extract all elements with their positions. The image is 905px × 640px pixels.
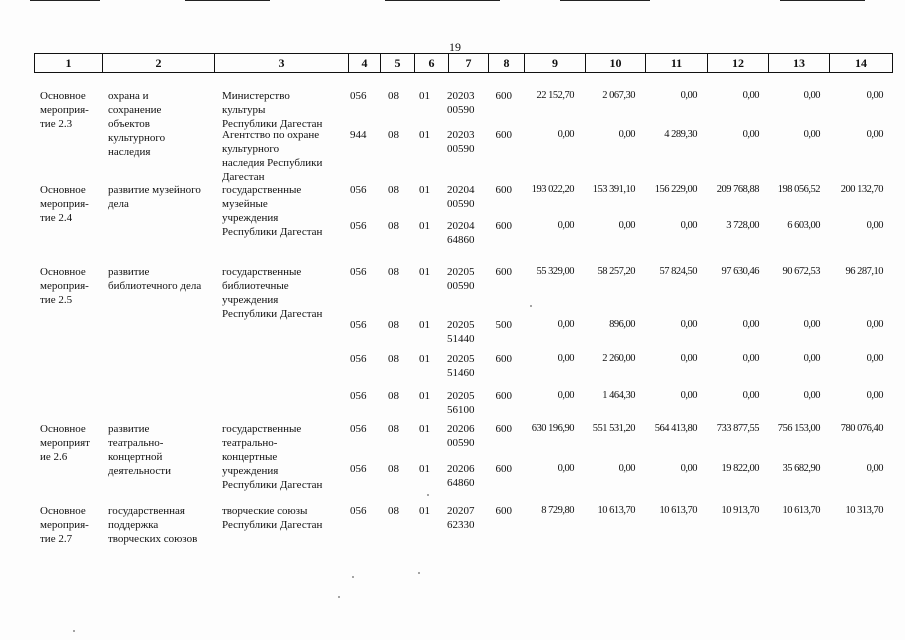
amount-value: 10 613,70	[659, 505, 697, 516]
column-header: 8	[489, 54, 525, 73]
pr-code: 01	[419, 353, 430, 365]
pr-code: 01	[419, 423, 430, 435]
rz-code: 08	[388, 319, 399, 331]
executor-name: государственные театрально- концертные учреждения Республики Дагестан	[222, 423, 323, 491]
column-header: 4	[349, 54, 381, 73]
column-header-table	[34, 53, 893, 73]
executor-name: творческие союзы Республики Дагестан	[222, 505, 323, 531]
top-rule	[30, 0, 100, 1]
gr-code: 056	[350, 423, 367, 435]
vr-code: 600	[495, 266, 512, 278]
csr-code: 20205 51460	[447, 353, 475, 379]
amount-value: 97 630,46	[721, 266, 759, 277]
amount-value: 10 313,70	[845, 505, 883, 516]
gr-code: 056	[350, 220, 367, 232]
amount-value: 1 464,30	[602, 390, 635, 401]
csr-code: 20203 00590	[447, 90, 475, 116]
csr-code: 20203 00590	[447, 129, 475, 155]
amount-value: 22 152,70	[536, 90, 574, 101]
amount-value: 0,00	[680, 353, 697, 364]
rz-code: 08	[388, 90, 399, 102]
vr-code: 600	[495, 220, 512, 232]
amount-value: 0,00	[557, 220, 574, 231]
amount-value: 0,00	[742, 319, 759, 330]
amount-value: 896,00	[609, 319, 635, 330]
amount-value: 0,00	[680, 319, 697, 330]
rz-code: 08	[388, 353, 399, 365]
gr-code: 944	[350, 129, 367, 141]
activity-code: Основное мероприя- тие 2.4	[40, 184, 89, 224]
column-header: 9	[525, 54, 586, 73]
amount-value: 0,00	[618, 129, 635, 140]
column-header: 6	[415, 54, 449, 73]
amount-value: 10 613,70	[597, 505, 635, 516]
activity-code: Основное мероприя- тие 2.5	[40, 266, 89, 306]
gr-code: 056	[350, 390, 367, 402]
column-header: 13	[769, 54, 830, 73]
rz-code: 08	[388, 463, 399, 475]
amount-value: 0,00	[742, 129, 759, 140]
amount-value: 630 196,90	[531, 423, 574, 434]
amount-value: 0,00	[803, 353, 820, 364]
pr-code: 01	[419, 220, 430, 232]
vr-code: 600	[495, 90, 512, 102]
scan-speck	[530, 305, 532, 307]
amount-value: 0,00	[866, 463, 883, 474]
pr-code: 01	[419, 319, 430, 331]
rz-code: 08	[388, 390, 399, 402]
amount-value: 0,00	[803, 129, 820, 140]
pr-code: 01	[419, 463, 430, 475]
amount-value: 19 822,00	[721, 463, 759, 474]
vr-code: 600	[495, 423, 512, 435]
pr-code: 01	[419, 129, 430, 141]
gr-code: 056	[350, 266, 367, 278]
pr-code: 01	[419, 266, 430, 278]
top-rule	[385, 0, 500, 1]
vr-code: 600	[495, 505, 512, 517]
vr-code: 600	[495, 463, 512, 475]
amount-value: 0,00	[557, 319, 574, 330]
rz-code: 08	[388, 266, 399, 278]
rz-code: 08	[388, 184, 399, 196]
pr-code: 01	[419, 184, 430, 196]
amount-value: 0,00	[866, 220, 883, 231]
executor-name: государственные музейные учреждения Республики Дагестан	[222, 184, 323, 238]
column-header: 11	[646, 54, 708, 73]
csr-code: 20205 56100	[447, 390, 475, 416]
amount-value: 564 413,80	[654, 423, 697, 434]
amount-value: 0,00	[557, 390, 574, 401]
amount-value: 198 056,52	[777, 184, 820, 195]
activity-name: охрана и сохранение объектов культурного наследия	[108, 90, 166, 158]
amount-value: 0,00	[742, 90, 759, 101]
csr-code: 20204 00590	[447, 184, 475, 210]
amount-value: 8 729,80	[541, 505, 574, 516]
csr-code: 20204 64860	[447, 220, 475, 246]
amount-value: 0,00	[557, 353, 574, 364]
amount-value: 2 260,00	[602, 353, 635, 364]
scan-speck	[352, 576, 354, 578]
top-rule	[185, 0, 270, 1]
amount-value: 0,00	[803, 319, 820, 330]
amount-value: 153 391,10	[592, 184, 635, 195]
gr-code: 056	[350, 353, 367, 365]
activity-name: развитие музейного дела	[108, 184, 201, 210]
pr-code: 01	[419, 90, 430, 102]
activity-code: Основное мероприят ие 2.6	[40, 423, 90, 463]
amount-value: 780 076,40	[840, 423, 883, 434]
amount-value: 4 289,30	[664, 129, 697, 140]
amount-value: 0,00	[680, 390, 697, 401]
amount-value: 0,00	[866, 353, 883, 364]
amount-value: 756 153,00	[777, 423, 820, 434]
amount-value: 209 768,88	[716, 184, 759, 195]
amount-value: 0,00	[866, 129, 883, 140]
vr-code: 600	[495, 353, 512, 365]
rz-code: 08	[388, 423, 399, 435]
column-header: 3	[215, 54, 349, 73]
activity-code: Основное мероприя- тие 2.3	[40, 90, 89, 130]
scan-speck	[427, 494, 429, 496]
amount-value: 156 229,00	[654, 184, 697, 195]
gr-code: 056	[350, 90, 367, 102]
csr-code: 20205 00590	[447, 266, 475, 292]
amount-value: 0,00	[557, 129, 574, 140]
amount-value: 0,00	[680, 90, 697, 101]
amount-value: 10 913,70	[721, 505, 759, 516]
amount-value: 0,00	[680, 463, 697, 474]
column-header: 7	[449, 54, 489, 73]
gr-code: 056	[350, 319, 367, 331]
gr-code: 056	[350, 463, 367, 475]
activity-name: развитие библиотечного дела	[108, 266, 202, 292]
amount-value: 96 287,10	[845, 266, 883, 277]
column-header: 14	[830, 54, 893, 73]
amount-value: 0,00	[742, 353, 759, 364]
amount-value: 2 067,30	[602, 90, 635, 101]
top-rule	[560, 0, 650, 1]
scan-speck	[418, 572, 420, 574]
csr-code: 20206 00590	[447, 423, 475, 449]
executor-name: Министерство культуры Республики Дагестан	[222, 90, 323, 130]
amount-value: 0,00	[866, 319, 883, 330]
amount-value: 3 728,00	[726, 220, 759, 231]
top-rule	[780, 0, 865, 1]
scan-speck	[73, 630, 75, 632]
amount-value: 0,00	[866, 90, 883, 101]
gr-code: 056	[350, 184, 367, 196]
amount-value: 0,00	[557, 463, 574, 474]
amount-value: 0,00	[866, 390, 883, 401]
column-header: 5	[381, 54, 415, 73]
amount-value: 35 682,90	[782, 463, 820, 474]
vr-code: 600	[495, 129, 512, 141]
amount-value: 0,00	[680, 220, 697, 231]
rz-code: 08	[388, 505, 399, 517]
gr-code: 056	[350, 505, 367, 517]
amount-value: 10 613,70	[782, 505, 820, 516]
pr-code: 01	[419, 505, 430, 517]
csr-code: 20206 64860	[447, 463, 475, 489]
scan-speck	[338, 596, 340, 598]
pr-code: 01	[419, 390, 430, 402]
column-header: 2	[103, 54, 215, 73]
column-header: 12	[708, 54, 769, 73]
amount-value: 0,00	[742, 390, 759, 401]
activity-name: государственная поддержка творческих союзов	[108, 505, 198, 545]
header-row	[35, 54, 893, 73]
amount-value: 193 022,20	[531, 184, 574, 195]
amount-value: 200 132,70	[840, 184, 883, 195]
amount-value: 55 329,00	[536, 266, 574, 277]
executor-name: Агентство по охране культурного наследия Республики Дагестан	[222, 129, 323, 183]
vr-code: 500	[495, 319, 512, 331]
rz-code: 08	[388, 129, 399, 141]
amount-value: 0,00	[803, 390, 820, 401]
rz-code: 08	[388, 220, 399, 232]
executor-name: государственные библиотечные учреждения Республики Дагестан	[222, 266, 323, 320]
csr-code: 20205 51440	[447, 319, 475, 345]
vr-code: 600	[495, 184, 512, 196]
column-header: 10	[586, 54, 646, 73]
amount-value: 58 257,20	[597, 266, 635, 277]
amount-value: 57 824,50	[659, 266, 697, 277]
amount-value: 0,00	[618, 463, 635, 474]
activity-code: Основное мероприя- тие 2.7	[40, 505, 89, 545]
column-header: 1	[35, 54, 103, 73]
page-number: 19	[449, 40, 461, 54]
vr-code: 600	[495, 390, 512, 402]
amount-value: 0,00	[618, 220, 635, 231]
amount-value: 733 877,55	[716, 423, 759, 434]
csr-code: 20207 62330	[447, 505, 475, 531]
amount-value: 90 672,53	[782, 266, 820, 277]
amount-value: 551 531,20	[592, 423, 635, 434]
amount-value: 6 603,00	[787, 220, 820, 231]
amount-value: 0,00	[803, 90, 820, 101]
activity-name: развитие театрально- концертной деятельности	[108, 423, 171, 477]
